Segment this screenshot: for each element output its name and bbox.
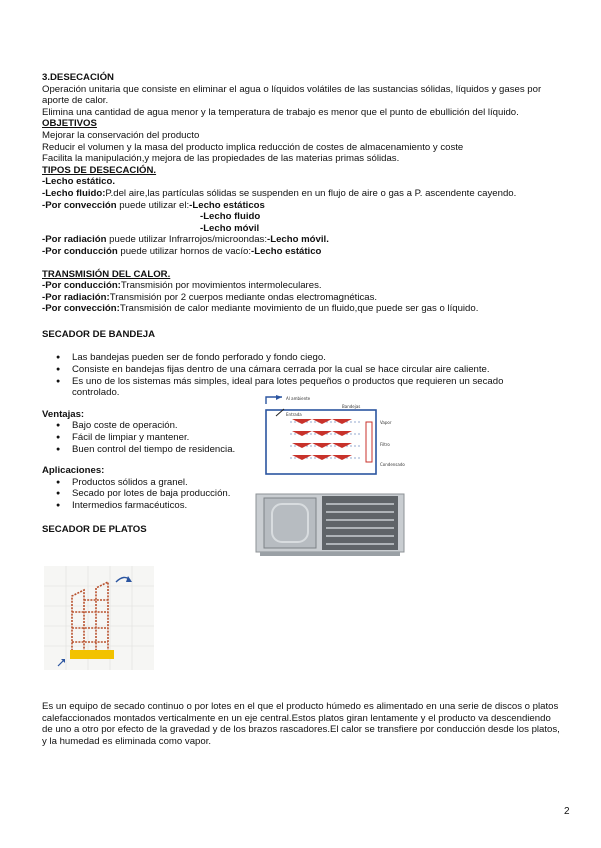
ventajas-heading: Ventajas: bbox=[42, 408, 85, 420]
page-number: 2 bbox=[564, 806, 570, 817]
tipo-radiacion: -Por radiación puede utilizar Infrarrojos/microondas:-Lecho móvil. bbox=[42, 234, 329, 246]
tipos-heading: TIPOS DE DESECACIÓN. bbox=[42, 164, 157, 176]
tipo-conveccion-opt: -Lecho móvil bbox=[200, 222, 260, 234]
diagram-label: Entrada bbox=[286, 412, 302, 417]
bandeja-heading: SECADOR DE BANDEJA bbox=[42, 328, 156, 340]
tray-dryer-photo bbox=[254, 488, 406, 558]
heater-coil bbox=[366, 422, 372, 462]
diagram-label: Bandejas bbox=[342, 404, 361, 409]
diagram-label: Vapor bbox=[380, 420, 392, 425]
plate-dryer-diagram bbox=[44, 566, 154, 670]
list-item: ● Consiste en bandejas fijas dentro de una cámara cerrada por la cual se hace circular aire caliente. bbox=[42, 364, 562, 376]
transmision-heading: TRANSMISIÓN DEL CALOR. bbox=[42, 268, 171, 280]
objetivo-item: Mejorar la conservación del producto bbox=[42, 129, 200, 141]
list-item: ● Intermedios farmacéuticos. bbox=[42, 500, 252, 512]
bandeja-bullets bbox=[42, 352, 562, 398]
intro-line-2: Elimina una cantidad de agua menor y la temperatura de trabajo es menor que el punto de ebullición del líquido. bbox=[42, 106, 519, 118]
diagram-label: Al ambiente bbox=[286, 396, 311, 401]
diagram-label: Filtro bbox=[380, 442, 390, 447]
aplicaciones-heading: Aplicaciones: bbox=[42, 465, 105, 477]
aplicaciones-list bbox=[42, 477, 252, 512]
list-item: ● Es uno de los sistemas más simples, ideal para lotes pequeños o productos que requieren un secado controlado. bbox=[42, 376, 562, 399]
objetivo-item: Reducir el volumen y la masa del producto implica reducción de costes de almacenamiento y coste bbox=[42, 141, 464, 153]
list-item: ● Buen control del tiempo de residencia. bbox=[42, 444, 252, 456]
tray-dryer-diagram bbox=[262, 394, 412, 478]
tipo-lecho-estatico: -Lecho estático. bbox=[42, 176, 116, 188]
list-item: ● Bajo coste de operación. bbox=[42, 420, 252, 432]
platos-heading: SECADOR DE PLATOS bbox=[42, 523, 147, 535]
platos-description-block bbox=[42, 701, 562, 747]
diagram-label: Condensado bbox=[380, 462, 405, 467]
tipo-conveccion-opt: -Lecho fluido bbox=[200, 211, 261, 223]
ventajas-list bbox=[42, 420, 252, 455]
objetivos-heading: OBJETIVOS bbox=[42, 118, 97, 130]
transmision-item: -Por radiación:Transmisión por 2 cuerpos mediante ondas electromagnéticas. bbox=[42, 291, 378, 303]
list-item: ● Fácil de limpiar y mantener. bbox=[42, 432, 252, 444]
transmision-item: -Por convección:Transmisión de calor mediante movimiento de un fluido,que puede ser gas o líquido. bbox=[42, 303, 479, 315]
product-bed bbox=[70, 650, 114, 659]
intro-line-1: Operación unitaria que consiste en eliminar el agua o líquidos volátiles de las sustancias sólidas, líquidos y gases por aporte de calor. bbox=[42, 83, 542, 107]
platos-description: Es un equipo de secado continuo o por lotes en el que el producto húmedo es alimentado en una serie de discos o platos calefaccionados montados verticalmente en un eje central.Estos platos giran lentamente y el producto va descendiendo de uno a otro por efecto de la gravedad y de los brazos rascadores.El calor se transfiere por conducción desde los platos, y la humedad es eliminada como vapor. bbox=[42, 701, 560, 747]
tipo-conduccion: -Por conducción puede utilizar hornos de vacío:-Lecho estático bbox=[42, 245, 322, 257]
section-title: 3.DESECACIÓN bbox=[42, 72, 114, 83]
tipo-conveccion: -Por convección puede utilizar el:-Lecho estáticos bbox=[42, 199, 265, 211]
list-item: ● Secado por lotes de baja producción. bbox=[42, 488, 252, 500]
list-item: ● Las bandejas pueden ser de fondo perforado y fondo ciego. bbox=[42, 352, 562, 364]
transmision-item: -Por conducción:Transmisión por movimientos intermoleculares. bbox=[42, 280, 322, 292]
tipo-lecho-fluido: -Lecho fluido:P.del aire,las partículas sólidas se suspenden en un flujo de aire o gas a P. ascendente cayendo. bbox=[42, 187, 517, 199]
tray-stack bbox=[292, 419, 352, 460]
list-item: ● Productos sólidos a granel. bbox=[42, 477, 252, 489]
objetivo-item: Facilita la manipulación,y mejora de las propiedades de las materias primas sólidas. bbox=[42, 153, 400, 165]
